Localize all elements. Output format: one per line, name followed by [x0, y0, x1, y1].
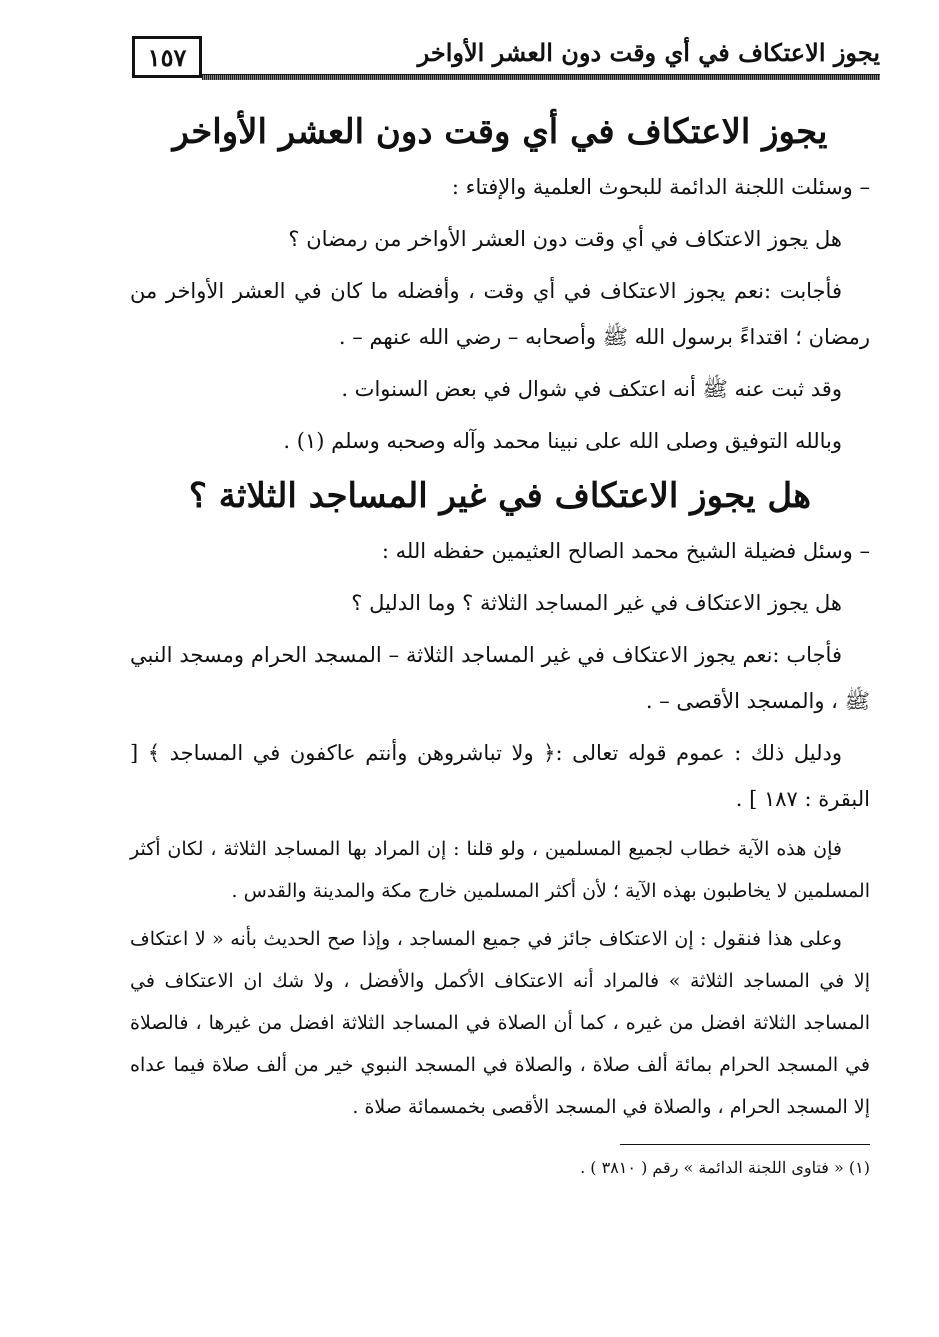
section1-intro: – وسئلت اللجنة الدائمة للبحوث العلمية والإفتاء : — [451, 174, 870, 199]
running-header — [132, 36, 880, 84]
running-title: يجوز الاعتكاف في أي وقت دون العشر الأواخر — [417, 38, 880, 67]
section-heading-2: هل يجوز الاعتكاف في غير المساجد الثلاثة ؟ — [188, 475, 812, 516]
section-heading-1: يجوز الاعتكاف في أي وقت دون العشر الأواخر — [172, 112, 828, 152]
section2-paragraph-1: فإن هذه الآية خطاب لجميع المسلمين ، ولو قلنا : إن المراد بها المساجد الثلاثة ، لكان أكثر المسلمين لا يخاطبون بهذه الآية ؛ لأن أكثر المسلمين خارج مكة والمدينة والقدس . — [130, 837, 870, 902]
section1-closing: وبالله التوفيق وصلى الله على نبينا محمد وآله وصحبه وسلم (١) . — [283, 428, 842, 453]
section2-paragraph-2: وعلى هذا فنقول : إن الاعتكاف جائز في جميع المساجد ، وإذا صح الحديث بأنه « لا اعتكاف إلا في المساجد الثلاثة » فالمراد أنه الاعتكاف الأكمل والأفضل ، ولا شك ان الاعتكاف في المساجد الثلاثة افضل من غيره ، كما أن الصلاة في المساجد الثلاثة افضل من غيرها ، فالصلاة في المسجد الحرام بمائة ألف صلاة ، والصلاة في المسجد النبوي خير من ألف صلاة فيما عداه إلا المسجد الحرام ، والصلاة في المسجد الأقصى بخمسمائة صلاة . — [130, 927, 870, 1118]
footnote: (١) « فتاوى اللجنة الدائمة » رقم ( ٣٨١٠ ) . — [580, 1157, 870, 1177]
section2-evidence: ودليل ذلك : عموم قوله تعالى :﴿ ولا تباشروهن وأنتم عاكفون في المساجد ﴾ [ البقرة : ١٨٧ ] . — [130, 740, 870, 811]
section1-answer: فأجابت :نعم يجوز الاعتكاف في أي وقت ، وأفضله ما كان في العشر الأواخر من رمضان ؛ اقتداءً برسول الله ﷺ وأصحابه – رضي الله عنهم – . — [130, 278, 870, 349]
section1-proof: وقد ثبت عنه ﷺ أنه اعتكف في شوال في بعض السنوات . — [341, 376, 842, 401]
footnote-rule — [620, 1144, 870, 1145]
section2-question: هل يجوز الاعتكاف في غير المساجد الثلاثة ؟ وما الدليل ؟ — [351, 590, 842, 615]
text-column — [130, 100, 870, 1181]
section2-answer: فأجاب :نعم يجوز الاعتكاف في غير المساجد الثلاثة – المسجد الحرام ومسجد النبي ﷺ ، والمسجد الأقصى – . — [130, 642, 870, 713]
header-rule — [202, 74, 880, 80]
section2-intro: – وسئل فضيلة الشيخ محمد الصالح العثيمين حفظه الله : — [381, 538, 870, 563]
page-number: ١٥٧ — [132, 36, 202, 78]
section1-question: هل يجوز الاعتكاف في أي وقت دون العشر الأواخر من رمضان ؟ — [288, 226, 842, 251]
